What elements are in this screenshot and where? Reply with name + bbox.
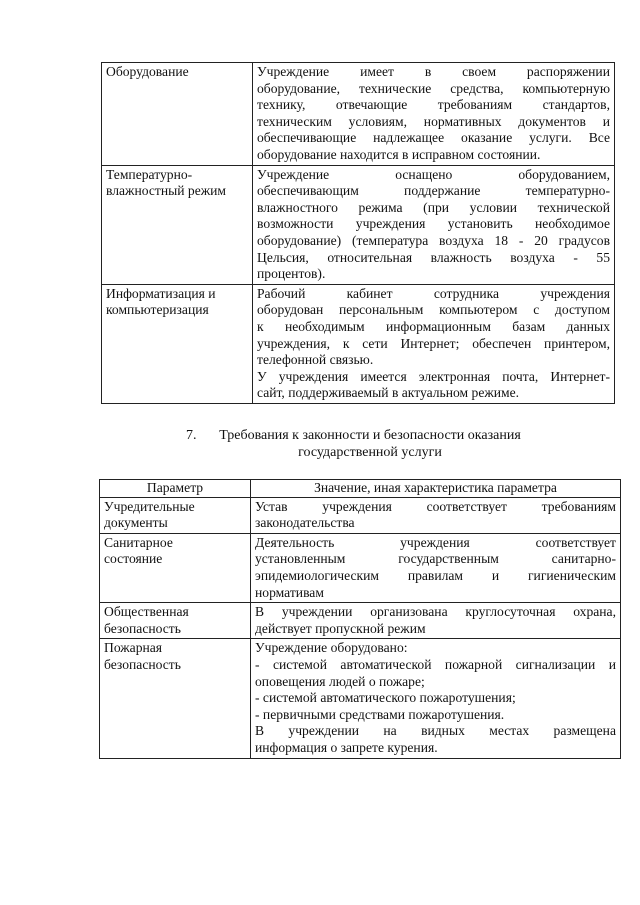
value-text-line: Деятельность учреждения соответствует [255,534,616,550]
parameter-cell [100,639,251,758]
value-cell [253,63,615,166]
value-text-line: нормативам [255,584,324,600]
table-row [100,497,621,533]
value-text-line: оборудование, технические средства, компьютерную [257,80,610,96]
table-row [100,603,621,639]
value-text-line: эпидемиологическим правилам и гигиеническим [255,567,616,583]
value-text-line: технику, отвечающие требованиям стандартов, [257,97,610,113]
table-row [100,533,621,602]
parameter-cell [102,165,253,284]
section-title-line-1: Требования к законности и безопасности оказания [219,428,521,443]
value-text-line: установленным государственным санитарно- [255,551,616,567]
parameter-label-line: безопасность [104,620,181,636]
value-cell [251,603,621,639]
value-text-line: В учреждении на видных местах размещена [255,723,616,739]
value-cell [251,497,621,533]
parameter-cell [100,533,251,602]
value-text-line: оборудован персональным компьютером с доступом [257,302,610,318]
header-parameter: Параметр [100,480,251,498]
value-text-line: законодательства [255,515,355,531]
value-text-line: оборудование) (температура воздуха 18 - 20 градусов [257,232,610,248]
equipment-requirements-table [101,62,615,404]
value-text-line: Рабочий кабинет сотрудника учреждения [257,285,610,301]
value-text-line: Учреждение имеет в своем распоряжении [257,64,610,79]
parameter-label-line: Информатизация и [106,285,216,301]
value-text-line: действует пропускной режим [255,620,426,636]
equipment-table-body [102,63,615,404]
section-title-line-2: государственной услуги [298,445,442,460]
value-cell [251,639,621,758]
parameter-label-line: Учредительные [104,498,195,514]
value-text-line: процентов). [257,266,326,282]
value-text-line: обеспечивающим поддержание температурно- [257,183,610,199]
value-text-line: Учреждение оборудовано: [255,640,408,656]
parameter-cell [100,603,251,639]
value-text-line: возможности учреждения установить необходимое [257,216,610,232]
value-text-line: оповещения людей о пожаре; [255,673,425,689]
value-text-line: Цельсия, относительная влажность воздуха - 55 [257,249,610,265]
value-text-line: обеспечивающие надлежащее оказание услуги. Все [257,130,610,146]
value-cell [251,533,621,602]
parameter-label-line: состояние [104,551,163,567]
table-row [102,165,615,284]
value-text-line: сайт, поддерживаемый в актуальном режиме. [257,385,520,401]
value-text-line: к необходимым информационным базам данных [257,318,610,334]
value-text-line: У учреждения имеется электронная почта, Интернет- [257,368,610,384]
section-number: 7. [186,428,197,443]
value-text-line: учреждения, к сети Интернет; обеспечен принтером, [257,335,610,351]
table-header-row [100,480,621,498]
value-text-line: - системой автоматической пожарной сигнализации и [255,656,616,672]
parameter-label-line: безопасность [104,656,181,672]
parameter-label-line: Температурно- [106,166,193,182]
parameter-label-line: Пожарная [104,640,163,656]
value-text-line: В учреждении организована круглосуточная охрана, [255,604,616,620]
parameter-label-line: Оборудование [106,64,189,79]
value-text-line: техническим условиям, нормативных документов и [257,113,610,129]
parameter-cell [100,497,251,533]
parameter-label-line: Санитарное [104,534,173,550]
parameter-label-line: компьютеризация [106,302,209,318]
value-text-line: - первичными средствами пожаротушения. [255,706,505,722]
table-row [100,639,621,758]
legality-safety-table [99,479,621,759]
parameter-label-line: влажностный режим [106,183,227,199]
value-text-line: Устав учреждения соответствует требованиям [255,498,616,514]
table-row [102,284,615,403]
value-text-line: информация о запрете курения. [255,739,438,755]
value-text-line: влажностного режима (при условии технической [257,199,610,215]
value-cell [253,165,615,284]
header-value: Значение, иная характеристика параметра [251,480,621,498]
value-text-line: оборудование находится в исправном состоянии. [257,146,541,162]
value-cell [253,284,615,403]
table-row [102,63,615,166]
section-heading [160,427,580,461]
safety-table-body [100,497,621,758]
parameter-cell [102,63,253,166]
value-text-line: - системой автоматического пожаротушения; [255,690,516,706]
value-text-line: телефонной связью. [257,352,374,368]
parameter-label-line: документы [104,515,168,531]
parameter-cell [102,284,253,403]
value-text-line: Учреждение оснащено оборудованием, [257,166,610,182]
parameter-label-line: Общественная [104,604,189,620]
